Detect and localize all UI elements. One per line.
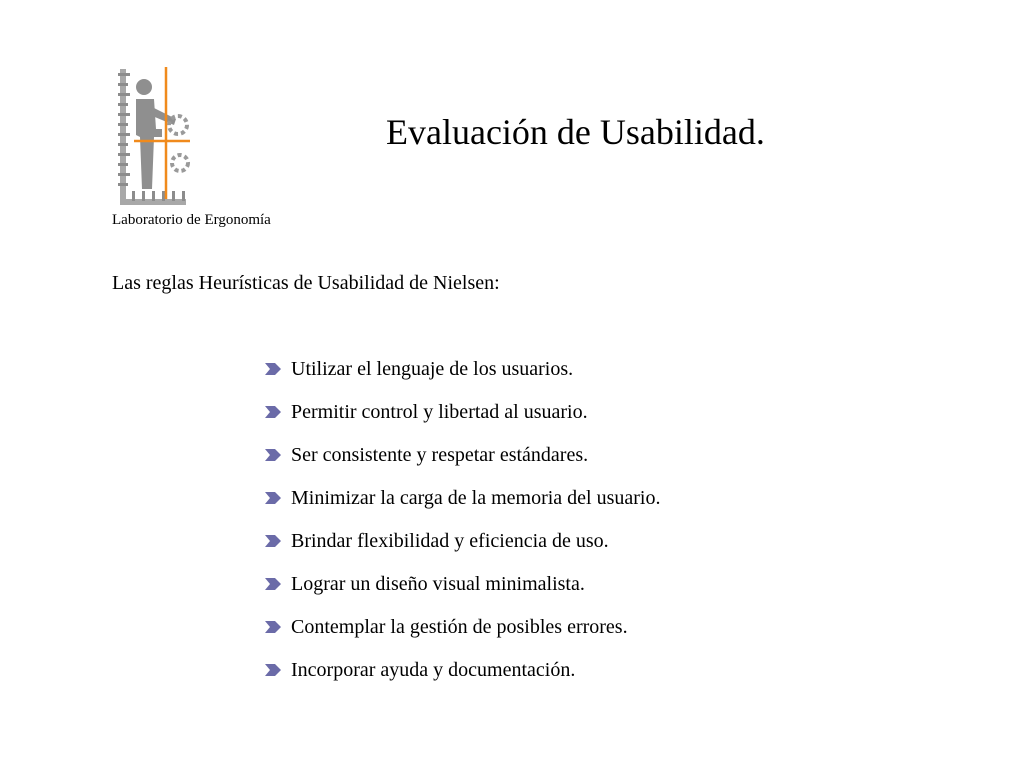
arrow-bullet-icon bbox=[264, 362, 282, 376]
list-item-text: Brindar flexibilidad y eficiencia de uso. bbox=[291, 530, 609, 552]
list-item-text: Permitir control y libertad al usuario. bbox=[291, 401, 588, 423]
list-item-text: Utilizar el lenguaje de los usuarios. bbox=[291, 358, 574, 380]
ergonomics-figure-logo-icon bbox=[118, 67, 190, 207]
list-item bbox=[264, 399, 661, 442]
list-item bbox=[264, 442, 661, 485]
list-item bbox=[264, 356, 661, 399]
list-item-text: Lograr un diseño visual minimalista. bbox=[291, 573, 585, 595]
list-item bbox=[264, 485, 661, 528]
list-item bbox=[264, 657, 661, 700]
arrow-bullet-icon bbox=[264, 534, 282, 548]
list-item bbox=[264, 614, 661, 657]
arrow-bullet-icon bbox=[264, 405, 282, 419]
arrow-bullet-icon bbox=[264, 491, 282, 505]
section-subtitle: Las reglas Heurísticas de Usabilidad de Nielsen: bbox=[112, 272, 500, 294]
list-item bbox=[264, 528, 661, 571]
list-item-text: Ser consistente y respetar estándares. bbox=[291, 444, 589, 466]
arrow-bullet-icon bbox=[264, 663, 282, 677]
list-item-text: Contemplar la gestión de posibles errores. bbox=[291, 616, 628, 638]
list-item-text: Minimizar la carga de la memoria del usuario. bbox=[291, 487, 661, 509]
arrow-bullet-icon bbox=[264, 448, 282, 462]
heuristics-list bbox=[264, 356, 661, 700]
arrow-bullet-icon bbox=[264, 620, 282, 634]
page-title: Evaluación de Usabilidad. bbox=[386, 112, 765, 152]
list-item bbox=[264, 571, 661, 614]
arrow-bullet-icon bbox=[264, 577, 282, 591]
list-item-text: Incorporar ayuda y documentación. bbox=[291, 659, 576, 681]
lab-name: Laboratorio de Ergonomía bbox=[112, 212, 271, 228]
